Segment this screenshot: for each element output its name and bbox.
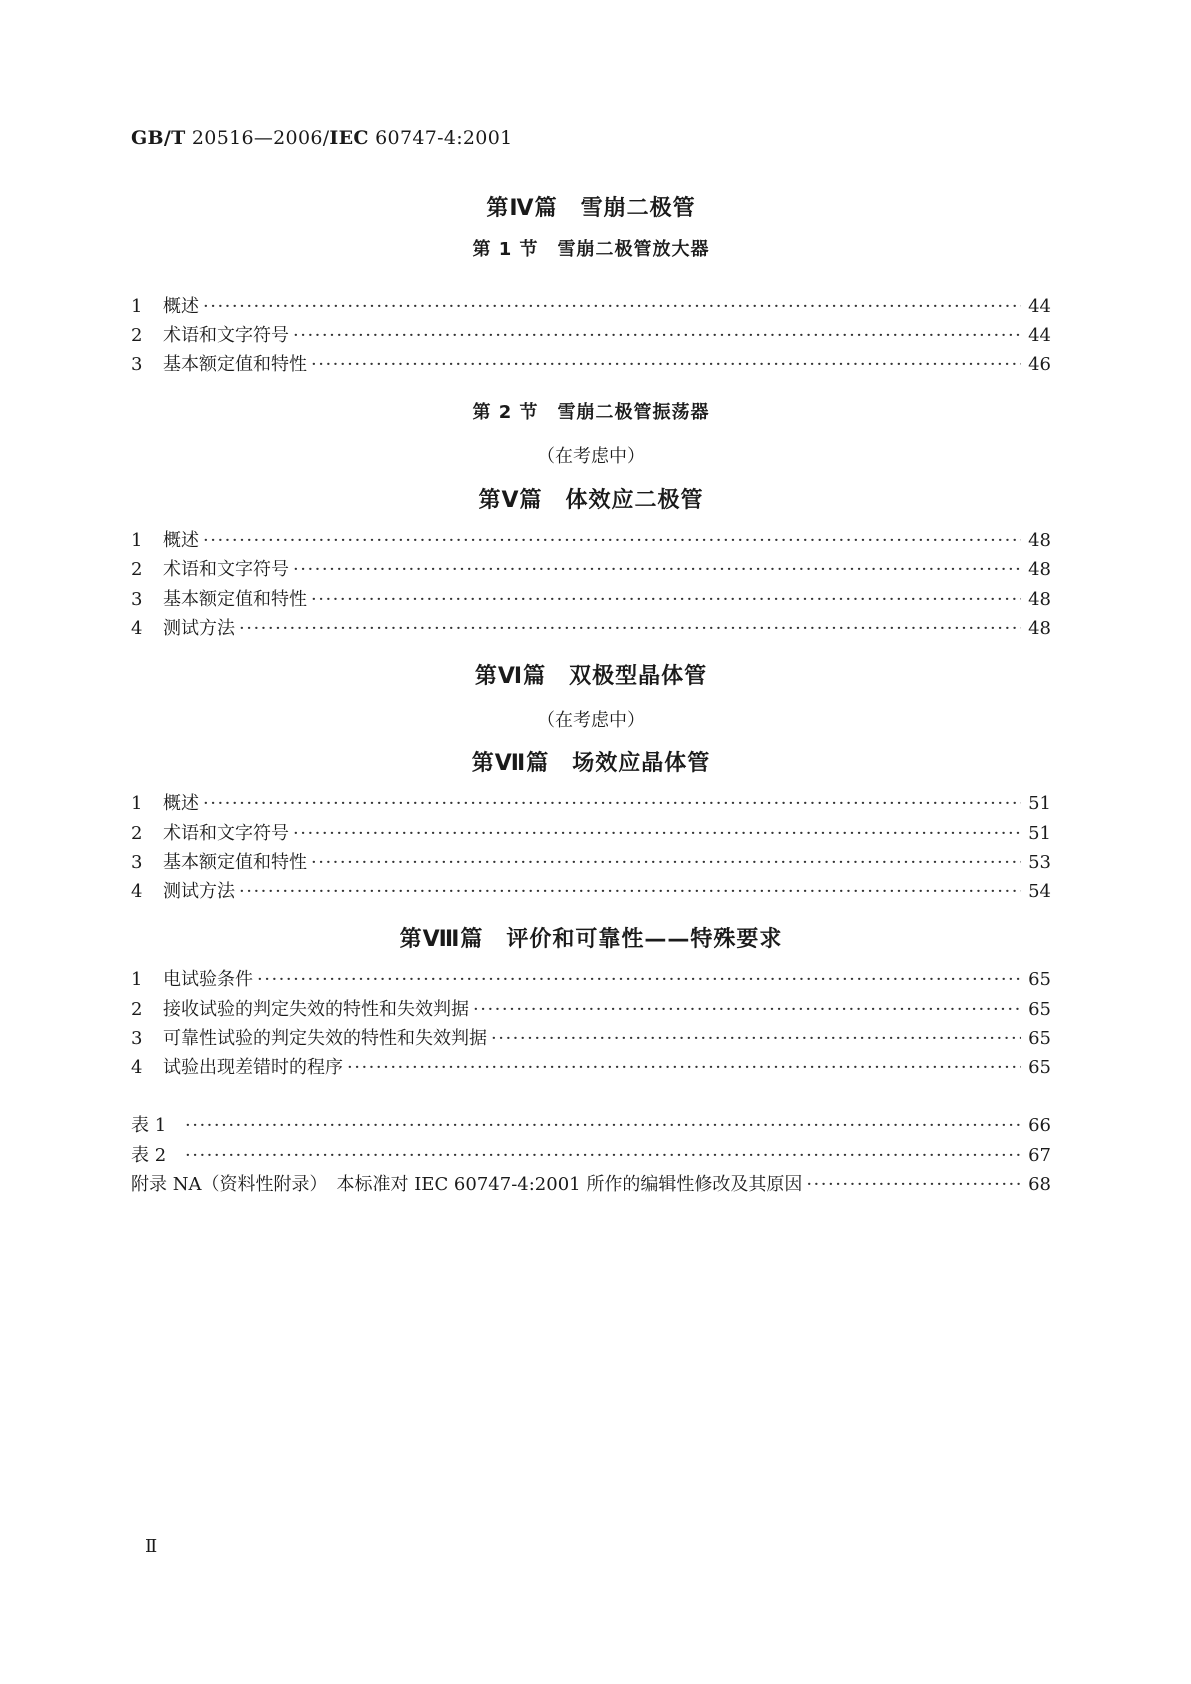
standard-id: 20516—2006/ [191,127,330,149]
leader-dots [203,293,1021,321]
part6-note: （在考虑中） [537,710,645,731]
entry-title: 电试验条件 [163,969,253,990]
page-number: Ⅱ [145,1536,158,1557]
leader-dots [311,849,1021,877]
entry-page: 48 [1028,530,1051,551]
entry-title: 术语和文字符号 [163,823,289,844]
entry-number: 1 [131,530,143,551]
entry-number: 2 [131,325,143,346]
entry-number: 3 [131,1028,143,1049]
iec-prefix: IEC [329,127,369,149]
entry-title: 基本额定值和特性 [163,852,307,873]
entry-page: 53 [1028,852,1051,873]
entry-page: 67 [1028,1145,1051,1166]
entry-page: 44 [1028,296,1051,317]
entry-page: 65 [1028,969,1051,990]
entry-title: 概述 [163,296,199,317]
leader-dots [293,820,1021,848]
entry-number: 1 [131,296,143,317]
toc-entry[interactable] [131,1025,1051,1053]
standard-prefix: GB/T [131,127,186,149]
entry-title: 基本额定值和特性 [163,589,307,610]
part4-section1-title: 第 1 节 雪崩二极管放大器 [472,239,710,260]
part7-title: 第Ⅶ篇 场效应晶体管 [471,751,711,776]
entry-page: 48 [1028,589,1051,610]
leader-dots [239,878,1021,906]
leader-dots [185,1112,1021,1140]
entry-title: 测试方法 [163,881,235,902]
leader-dots [239,615,1021,643]
leader-dots [203,790,1021,818]
entry-title: 术语和文字符号 [163,559,289,580]
toc-entry-table[interactable] [131,1112,1051,1140]
toc-entry[interactable] [131,322,1051,350]
toc-entry[interactable] [131,527,1051,555]
leader-dots [203,527,1021,555]
toc-entry[interactable] [131,820,1051,848]
entry-page: 65 [1028,1057,1051,1078]
entry-page: 54 [1028,881,1051,902]
leader-dots [185,1142,1021,1170]
entry-page: 46 [1028,354,1051,375]
leader-dots [473,996,1021,1024]
part6-title: 第Ⅵ篇 双极型晶体管 [474,664,708,689]
entry-number: 1 [131,793,143,814]
toc-entry-table[interactable] [131,1142,1051,1170]
leader-dots [293,556,1021,584]
entry-number: 4 [131,618,143,639]
entry-number: 4 [131,881,143,902]
entry-number: 2 [131,559,143,580]
toc-entry[interactable] [131,293,1051,321]
toc-entry-appendix[interactable] [131,1171,1051,1199]
leader-dots [491,1025,1021,1053]
entry-title: 概述 [163,793,199,814]
leader-dots [806,1171,1021,1199]
entry-number: 1 [131,969,143,990]
entry-page: 44 [1028,325,1051,346]
entry-number: 4 [131,1057,143,1078]
entry-title: 术语和文字符号 [163,325,289,346]
toc-entry[interactable] [131,996,1051,1024]
part8-title: 第Ⅷ篇 评价和可靠性——特殊要求 [399,927,783,952]
part4-section2-note: （在考虑中） [537,446,645,467]
entry-title: 基本额定值和特性 [163,354,307,375]
entry-title: 接收试验的判定失效的特性和失效判据 [163,999,469,1020]
part4-section2-title: 第 2 节 雪崩二极管振荡器 [472,402,710,423]
part4-title: 第Ⅳ篇 雪崩二极管 [486,196,696,221]
entry-title: 表 1 [131,1115,167,1136]
entry-page: 51 [1028,823,1051,844]
toc-entry[interactable] [131,878,1051,906]
toc-entry[interactable] [131,1054,1051,1082]
entry-number: 2 [131,999,143,1020]
toc-entry[interactable] [131,586,1051,614]
document-header [131,127,512,149]
entry-number: 3 [131,354,143,375]
entry-number: 3 [131,589,143,610]
toc-entry[interactable] [131,849,1051,877]
entry-page: 51 [1028,793,1051,814]
leader-dots [311,351,1021,379]
entry-number: 2 [131,823,143,844]
leader-dots [347,1054,1021,1082]
leader-dots [257,966,1021,994]
entry-page: 68 [1028,1174,1051,1195]
toc-entry[interactable] [131,351,1051,379]
entry-page: 48 [1028,559,1051,580]
toc-entry[interactable] [131,966,1051,994]
toc-entry[interactable] [131,556,1051,584]
entry-title: 可靠性试验的判定失效的特性和失效判据 [163,1028,487,1049]
entry-title: 试验出现差错时的程序 [163,1057,343,1078]
part5-title: 第Ⅴ篇 体效应二极管 [478,488,704,513]
entry-number: 3 [131,852,143,873]
leader-dots [293,322,1021,350]
entry-page: 65 [1028,999,1051,1020]
leader-dots [311,586,1021,614]
iec-id: 60747-4:2001 [375,127,513,149]
toc-entry[interactable] [131,615,1051,643]
entry-page: 65 [1028,1028,1051,1049]
toc-entry[interactable] [131,790,1051,818]
entry-title: 测试方法 [163,618,235,639]
entry-title: 概述 [163,530,199,551]
entry-page: 48 [1028,618,1051,639]
entry-title: 附录 NA（资料性附录） 本标准对 IEC 60747-4:2001 所作的编辑性修改及其原因 [131,1174,803,1195]
entry-page: 66 [1028,1115,1051,1136]
entry-title: 表 2 [131,1145,167,1166]
